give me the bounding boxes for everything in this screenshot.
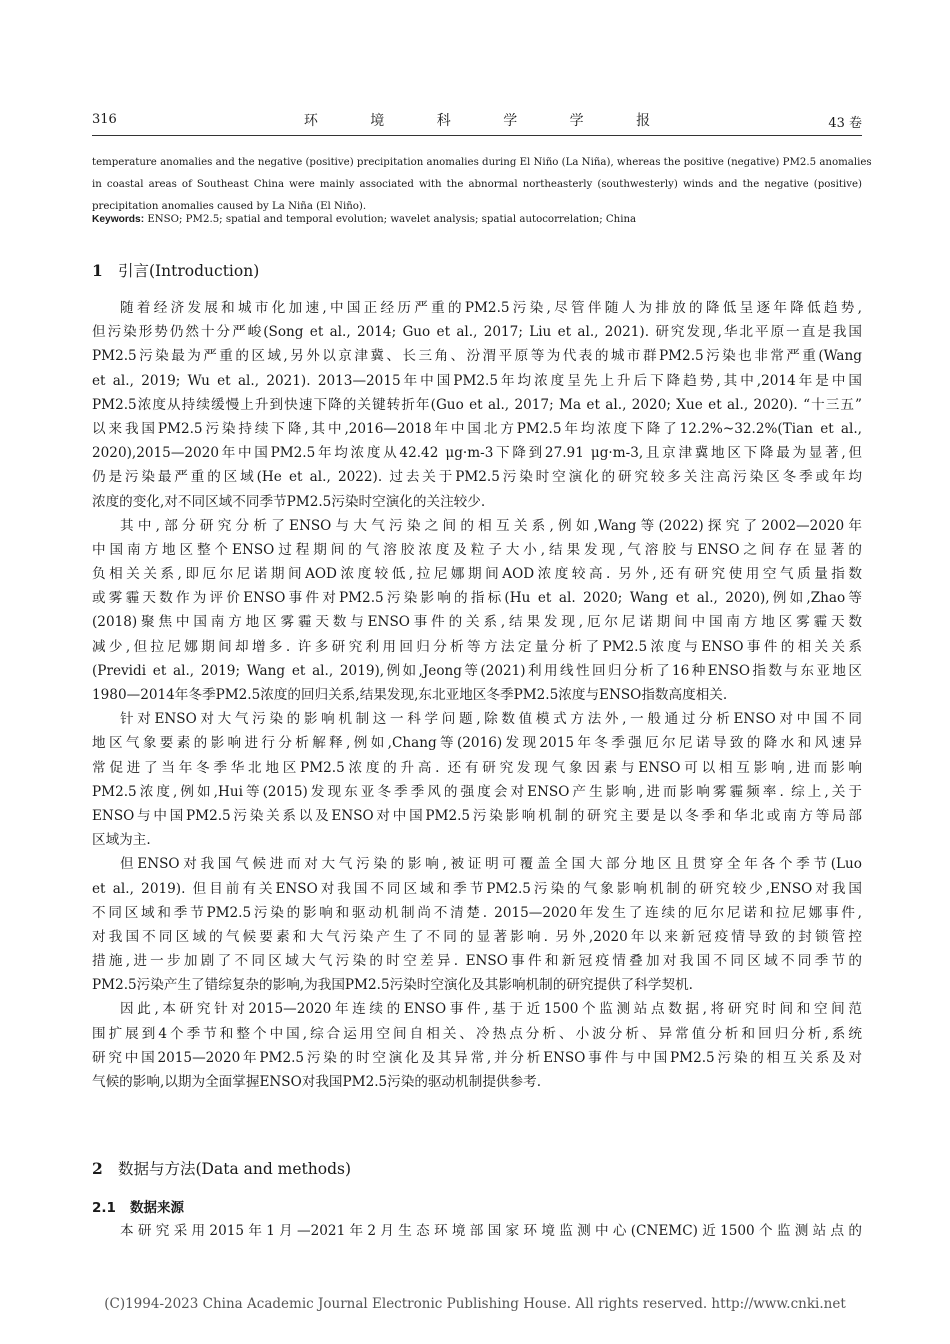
text-line: et al., 2019; Wu et al., 2021). 2013—2015年中国PM2.5年均浓度呈先上升后下降趋势,其中,2014年是中国 [92, 372, 862, 389]
text-line: 常促进了当年冬季华北地区PM2.5浓度的升高. 还有研究发现气象因素与ENSO可以相互影响,进而影响 [92, 759, 862, 776]
text-line: 浓度的变化,对不同区域不同季节PM2.5污染时空演化的关注较少. [92, 493, 486, 510]
text-line: 1980—2014年冬季PM2.5浓度的回归关系,结果发现,东北亚地区冬季PM2.5浓度与ENSO指数高度相关. [92, 687, 728, 703]
text-line: 以来我国PM2.5污染持续下降,其中,2016—2018年中国北方PM2.5年均浓度下降了12.2%~32.2%(Tian et al., [92, 420, 862, 437]
section-title: 引言(Introduction) [118, 262, 260, 280]
paragraph [92, 997, 862, 1094]
text-line: 本研究采用2015年1月—2021年2月生态环境部国家环境监测中心(CNEMC)近1500个监测站点的 [120, 1223, 862, 1239]
text-line: 其中,部分研究分析了ENSO与大气污染之间的相互关系,例如,Wang等(2022)探究了2002—2020年 [120, 517, 862, 534]
text-line: PM2.5浓度从持续缓慢上升到快速下降的关键转折年(Guo et al., 2017; Ma et al., 2020; Xue et al., 2020). “十三五” [92, 396, 862, 413]
paragraph [92, 514, 862, 708]
text-line: PM2.5污染产生了错综复杂的影响,为我国PM2.5污染时空演化及其影响机制的研究提供了科学契机. [92, 977, 693, 994]
journal-title: 环 境 科 学 学 报 [303, 113, 675, 129]
text-line: 气候的影响,以期为全面掌握ENSO对我国PM2.5污染的驱动机制提供参考. [92, 1074, 542, 1090]
text-line: et al., 2019). 但目前有关ENSO对我国不同区域和季节PM2.5污染的气象影响机制的研究较少,ENSO对我国 [92, 880, 862, 897]
text-line: 但ENSO对我国气候进而对大气污染的影响,被证明可覆盖全国大部分地区且贯穿全年各个季节(Luo [120, 856, 862, 873]
section-number: 2 [92, 1159, 103, 1178]
section-heading-introduction [92, 259, 259, 281]
text-line: 区域为主. [92, 832, 151, 849]
subsection-heading-data-source [92, 1196, 184, 1216]
copyright-footer: (C)1994-2023 China Academic Journal Electronic Publishing House. All rights reserved. http://www.cnki.net [104, 1296, 846, 1312]
paragraph [92, 296, 862, 514]
text-line: 研究中国2015—2020年PM2.5污染的时空演化及其异常,并分析ENSO事件与中国PM2.5污染的相互关系及对 [92, 1049, 862, 1066]
abstract-line: in coastal areas of Southeast China were mainly associated with the abnormal northeasterly (southwesterly) winds and the negative (positive) [92, 179, 862, 190]
abstract-continuation [92, 152, 872, 218]
text-line: 仍是污染最严重的区域(He et al., 2022). 过去关于PM2.5污染时空演化的研究较多关注高污染区冬季或年均 [92, 469, 862, 486]
subsection-title: 数据来源 [130, 1200, 184, 1216]
text-line: 对我国不同区域的气候要素和大气污染产生了不同的显著影响. 另外,2020年以来新冠疫情导致的封锁管控 [92, 928, 862, 945]
text-line: 不同区域和季节PM2.5污染的影响和驱动机制尚不清楚. 2015—2020年发生了连续的厄尔尼诺和拉尼娜事件, [92, 904, 862, 921]
text-line: PM2.5污染最为严重的区域,另外以京津冀、长三角、汾渭平原等为代表的城市群PM2.5污染也非常严重(Wang [92, 348, 862, 365]
text-line: 减少,但拉尼娜期间却增多. 许多研究利用回归分析等方法定量分析了PM2.5浓度与ENSO事件的相关关系 [92, 638, 862, 655]
subsection-number: 2.1 [92, 1200, 116, 1216]
data-source-body [92, 1219, 862, 1243]
paragraph [92, 707, 862, 852]
text-line: (Previdi et al., 2019; Wang et al., 2019),例如,Jeong等(2021)利用线性回归分析了16种ENSO指数与东亚地区 [92, 662, 862, 679]
text-line: 或雾霾天数作为评价ENSO事件对PM2.5污染影响的指标(Hu et al. 2020; Wang et al., 2020),例如,Zhao等 [92, 590, 862, 607]
keywords-text: ENSO; PM2.5; spatial and temporal evolution; wavelet analysis; spatial autocorrelation; China [144, 214, 637, 225]
text-line: 负相关关系,即厄尔尼诺期间AOD浓度较低,拉尼娜期间AOD浓度较高. 另外,还有研究使用空气质量指数 [92, 566, 862, 583]
section-title: 数据与方法(Data and methods) [118, 1160, 352, 1178]
volume-number: 43 卷 [828, 116, 862, 131]
text-line: 围扩展到4个季节和整个中国,综合运用空间自相关、冷热点分析、小波分析、异常值分析和回归分析,系统 [92, 1025, 862, 1042]
abstract-line: temperature anomalies and the negative (positive) precipitation anomalies during El Niño (La Niña), whereas the positive (negative) PM2.5 anomalies [92, 157, 872, 168]
text-line: PM2.5浓度,例如,Hui等(2015)发现东亚冬季季风的强度会对ENSO产生影响,进而影响雾霾频率. 综上,关于 [92, 783, 862, 800]
text-line: 中国南方地区整个ENSO过程期间的气溶胶浓度及粒子大小,结果发现,气溶胶与ENSO之间存在显著的 [92, 541, 862, 558]
paragraph [92, 852, 862, 997]
text-line: ENSO与中国PM2.5污染关系以及ENSO对中国PM2.5污染影响机制的研究主要是以冬季和华北或南方等局部 [92, 807, 862, 824]
keywords-label: Keywords: [92, 214, 145, 225]
text-line: 地区气象要素的影响进行分析解释,例如,Chang等(2016)发现2015年冬季强厄尔尼诺导致的降水和风速异 [92, 735, 862, 752]
text-line: 因此,本研究针对2015—2020年连续的ENSO事件,基于近1500个监测站点数据,将研究时间和空间范 [120, 1001, 862, 1018]
text-line: 随着经济发展和城市化加速,中国正经历严重的PM2.5污染,尽管伴随人为排放的降低呈逐年降低趋势, [120, 300, 862, 316]
abstract-line: precipitation anomalies caused by La Niña (El Niño). [92, 201, 367, 212]
section-number: 1 [92, 261, 103, 280]
header-divider [92, 135, 862, 136]
text-line: 措施,进一步加剧了不同区域大气污染的时空差异. ENSO事件和新冠疫情叠加对我国不同区域不同季节的 [92, 953, 862, 970]
running-header [92, 108, 862, 132]
text-line: (2018)聚焦中国南方地区雾霾天数与ENSO事件的关系,结果发现,厄尔尼诺期间中国南方地区雾霾天数 [92, 614, 862, 631]
text-line: 但污染形势仍然十分严峻(Song et al., 2014; Guo et al., 2017; Liu et al., 2021). 研究发现,华北平原一直是我国 [92, 324, 862, 341]
page-number: 316 [92, 112, 117, 127]
introduction-body [92, 296, 862, 1094]
section-heading-data-methods [92, 1157, 351, 1179]
text-line: 2020),2015—2020年中国PM2.5年均浓度从42.42 μg·m-3下降到27.91 μg·m-3,且京津冀地区下降最为显著,但 [92, 445, 862, 462]
text-line: 针对ENSO对大气污染的影响机制这一科学问题,除数值模式方法外,一般通过分析ENSO对中国不同 [120, 711, 862, 728]
keywords [92, 214, 862, 225]
